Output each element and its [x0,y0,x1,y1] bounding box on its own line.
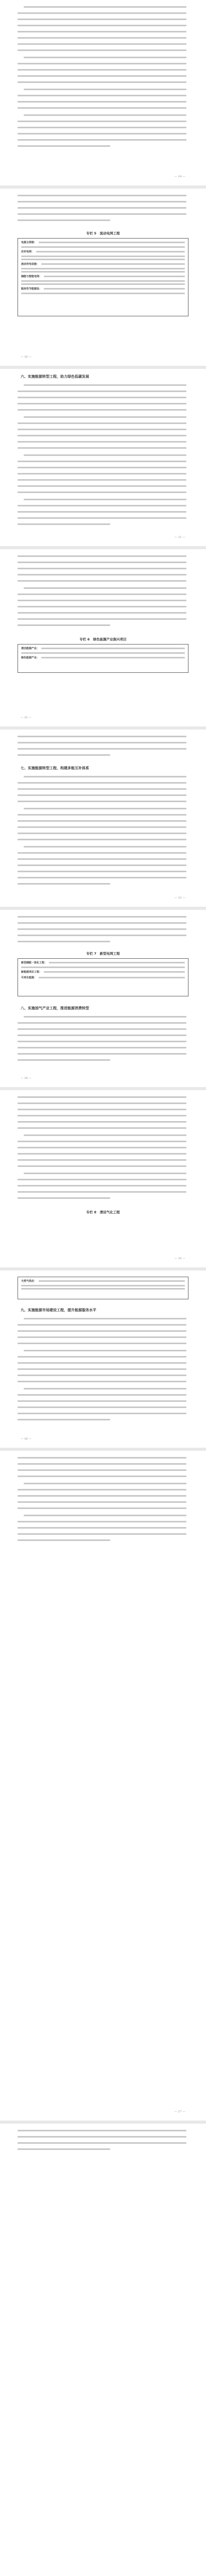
text-line [18,1368,186,1370]
text-line [18,1115,186,1116]
text-line [18,935,186,936]
page-19 [0,0,206,185]
text-line [18,391,186,392]
text-line [18,49,186,51]
text-line [18,618,186,620]
page-28 [0,2124,206,2576]
text-line [18,139,186,141]
page-number: — 23 — [174,896,185,900]
text-line [18,1457,186,1459]
text-line [18,2142,186,2144]
page-number: — 21 — [174,536,185,539]
text-line [18,409,186,411]
page-23 [0,730,206,907]
text-line [18,75,186,77]
text-line [18,1053,186,1055]
text-line [18,1197,110,1199]
text-line [18,517,186,519]
text-line [18,794,186,796]
text-line [18,1028,186,1030]
box-label: 绿色能源产业： [21,656,40,659]
page-25 [0,1090,206,1267]
text-line [18,101,186,103]
page-number: — 24 — [21,1077,32,1080]
text-line [24,846,186,848]
text-line [18,447,186,449]
page-20 [0,189,206,366]
text-line [18,814,186,816]
text-line [18,473,186,474]
text-line [18,479,186,481]
text-line [18,1501,186,1503]
text-line [18,37,186,39]
text-line [24,1318,186,1319]
text-line [18,403,186,404]
page-24 [0,910,206,1087]
text-line [18,606,186,607]
text-line [24,416,186,418]
text-line [18,1400,186,1402]
text-line [18,624,110,626]
text-line [18,1047,186,1048]
text-line [24,1483,186,1484]
text-line [18,1022,186,1024]
text-line [18,1343,186,1344]
section-heading: 六、实施能源转型工程，助力绿色低碳发展 [21,375,89,379]
feature-box [18,958,188,996]
feature-box [18,1277,188,1299]
text-line [18,201,186,202]
text-line [18,1419,110,1420]
text-line [18,1381,186,1382]
text-line [18,397,186,398]
text-line [18,1394,186,1396]
page-27 [0,1451,206,2121]
text-line [18,562,186,563]
text-line [18,1463,186,1465]
text-line [18,1527,186,1529]
text-line [18,133,186,134]
text-line [18,594,186,595]
box-label: 农村电网： [21,250,35,253]
text-line [24,384,186,386]
text-line [18,213,186,215]
text-line [18,600,186,601]
text-line [18,742,186,743]
box-title: 专栏 7 新型电网工程 [86,952,120,956]
text-line [18,195,186,196]
text-line [24,1016,186,1018]
page-22 [0,549,206,726]
text-line [18,2136,186,2138]
text-line [18,1406,186,1408]
page-number: — 20 — [21,355,32,359]
page-21 [0,369,206,546]
box-title: 专栏 8 清洁气化工程 [86,1210,120,1214]
text-line [18,1165,186,1167]
text-line [18,1533,186,1535]
text-line [18,922,186,924]
text-line [18,1179,186,1180]
text-line [18,1489,186,1490]
text-line [18,839,186,840]
box-label: 储能与智能电网： [21,275,42,278]
text-line [18,1330,186,1332]
text-line [18,127,186,128]
text-line [18,1153,186,1155]
box-label: 服务性节能建设： [21,287,42,291]
text-line [18,1147,186,1148]
text-line [18,555,186,557]
text-line [18,580,186,582]
text-line [18,461,186,462]
text-line [18,95,186,96]
text-line [18,1121,186,1123]
text-line [18,1375,186,1376]
text-line [24,1515,186,1516]
text-line [18,1507,186,1509]
text-line [24,454,186,456]
section-heading: 七、实施能源转型工程，构建多能互补体系 [21,766,89,770]
text-line [18,1185,186,1187]
text-line [18,826,186,828]
section-heading: 八、实施油气产业工程，推进能源消费转型 [21,1006,89,1010]
text-line [18,871,186,872]
feature-box [18,644,188,673]
feature-box [18,238,188,316]
text-line [18,1336,186,1338]
text-line [18,107,186,109]
text-line [24,57,186,58]
text-line [18,19,186,20]
text-line [18,1059,110,1061]
text-line [18,2130,186,2131]
text-line [18,1521,186,1522]
text-line [18,31,186,32]
box-label: 电源主网架： [21,241,37,244]
box-label: 清洁能源产业： [21,647,40,650]
text-line [18,441,186,443]
page-number: — 27 — [174,2110,185,2113]
text-line [18,748,186,750]
text-line [24,89,186,90]
text-line [18,25,186,26]
text-line [18,1413,186,1414]
text-line [18,941,110,942]
text-line [18,1096,186,1098]
section-heading: 九、实施能源市场建设工程，提升能源服务水平 [21,1308,96,1312]
page-number: — 19 — [174,175,185,178]
page-number: — 25 — [174,1257,185,1260]
page-26 [0,1270,206,1448]
text-line [18,928,186,930]
text-line [18,1141,186,1142]
text-line [18,1539,110,1541]
text-line [18,1469,186,1471]
text-line [18,492,186,493]
text-line [18,820,186,822]
text-line [18,833,186,834]
page-number: — 22 — [21,716,32,719]
text-line [18,916,186,918]
text-line [18,788,186,790]
text-line [18,736,186,737]
text-line [18,43,186,45]
text-line [18,1041,186,1042]
box-label: 可再生能源： [21,976,37,979]
box-label: 流动充电设施： [21,263,40,266]
text-line [18,1159,186,1161]
text-line [18,801,186,802]
text-line [18,2148,110,2150]
text-line [24,776,186,777]
text-line [18,782,186,784]
text-line [24,499,186,500]
text-line [18,219,110,221]
text-line [18,63,186,64]
text-line [18,422,186,424]
text-line [18,754,110,756]
box-title: 专栏 6 绿色能源产业振兴项目 [79,637,127,641]
text-line [18,883,110,885]
text-line [24,1350,186,1351]
text-line [18,69,186,71]
text-line [18,1495,186,1497]
text-line [24,1173,186,1174]
text-line [18,574,186,575]
box-label: 新能源项目工程： [21,971,42,974]
text-line [24,114,186,116]
text-line [18,1103,186,1104]
page-number: — 26 — [21,1437,32,1440]
text-line [24,1388,186,1389]
text-line [18,1127,186,1129]
text-line [24,808,186,809]
text-line [18,852,186,854]
text-line [24,6,186,8]
text-line [18,435,186,436]
box-title: 专栏 5 流动电网工程 [86,231,120,235]
text-line [18,207,186,209]
text-line [18,485,186,487]
text-line [18,1035,186,1036]
text-line [18,523,110,525]
text-line [18,1476,186,1477]
text-line [18,858,186,860]
text-line [18,612,186,614]
text-line [18,865,186,866]
text-line [18,1191,186,1193]
text-line [18,145,110,147]
text-line [18,429,186,430]
text-line [24,1134,186,1136]
box-label: 天然气供应： [21,1280,37,1283]
text-line [18,568,186,569]
text-line [18,1356,186,1358]
text-line [24,587,186,589]
text-line [18,467,186,468]
box-label: 新型储能一体化工程： [21,961,47,964]
text-line [18,121,186,122]
text-line [18,1109,186,1110]
text-line [18,81,186,83]
text-line [18,1362,186,1364]
text-line [18,505,186,506]
text-line [18,12,186,14]
text-line [18,511,186,513]
text-line [18,877,186,878]
text-line [18,1324,186,1326]
